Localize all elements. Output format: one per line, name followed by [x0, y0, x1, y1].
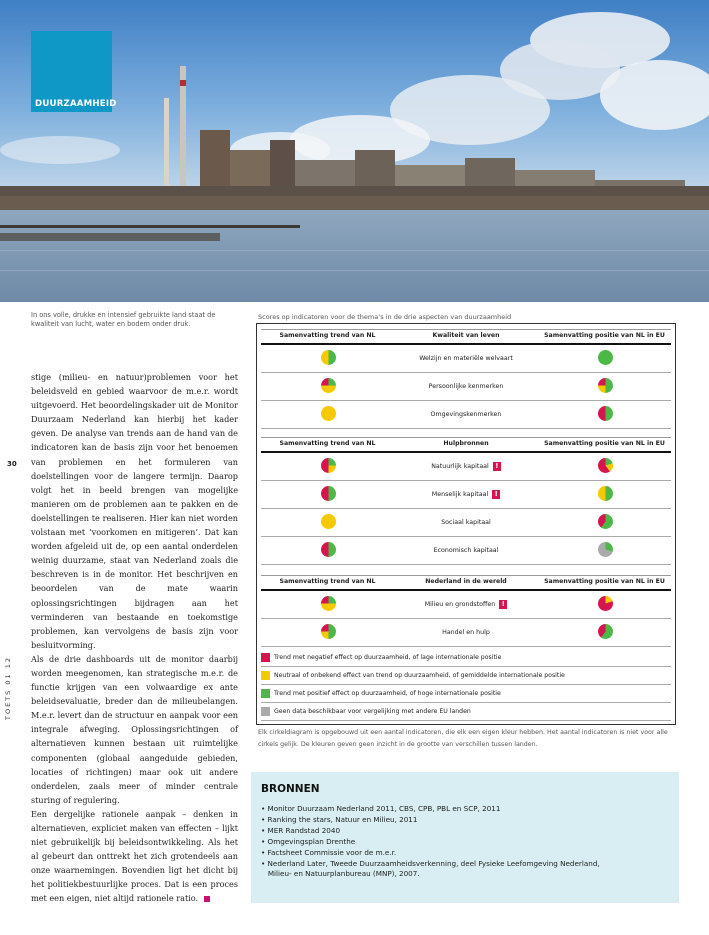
dashboard-1 — [261, 329, 671, 429]
indicator-row — [261, 345, 671, 373]
paragraph — [31, 807, 238, 906]
sources-title: BRONNEN — [261, 783, 320, 795]
position-cell — [538, 591, 671, 618]
position-cell — [538, 509, 671, 536]
indicator-row — [261, 537, 671, 565]
indicator-label: Persoonlijke kenmerken — [428, 383, 504, 390]
indicator-row — [261, 591, 671, 619]
source-item: • Nederland Later, Tweede Duurzaamheidsverkenning, deel Fysieke Leefomgeving Nederland, — [261, 859, 671, 870]
dashboard-header — [261, 437, 671, 453]
trend-pie — [321, 486, 336, 501]
dashboard-header — [261, 329, 671, 345]
theme-header: Hulpbronnen — [443, 440, 489, 447]
indicator-label-cell — [397, 591, 535, 618]
indicator-label: Menselijk kapitaal — [431, 491, 489, 498]
position-cell — [538, 481, 671, 508]
position-pie — [598, 406, 613, 421]
indicator-label: Natuurlijk kapitaal — [431, 463, 489, 470]
legend-item — [261, 649, 671, 667]
legend-label: Neutraal of onbekend effect van trend op duurzaamheid, of gemiddelde internationale positie — [274, 672, 565, 679]
position-column-header: Samenvatting positie van NL in EU — [544, 440, 665, 447]
legend-label: Trend met positief effect op duurzaamheid, of hoge internationale positie — [274, 690, 501, 697]
trend-cell — [261, 509, 394, 536]
indicator-label: Omgevingskenmerken — [430, 411, 502, 418]
trend-pie — [321, 406, 336, 421]
position-cell — [538, 401, 671, 428]
warning-flag-icon: ! — [492, 490, 500, 499]
running-head — [4, 640, 14, 720]
legend-label: Trend met negatief effect op duurzaamheid, of lage internationale positie — [274, 654, 502, 661]
indicator-label-cell — [397, 537, 535, 564]
position-pie — [598, 486, 613, 501]
position-pie — [598, 350, 613, 365]
indicator-label-cell — [397, 401, 535, 428]
page-number: 30 — [7, 460, 17, 468]
position-pie — [598, 542, 613, 557]
indicator-row — [261, 453, 671, 481]
position-cell — [538, 345, 671, 372]
indicator-label-cell — [397, 509, 535, 536]
theme-header: Kwaliteit van leven — [432, 332, 500, 339]
dashboard-3 — [261, 575, 671, 647]
indicator-row — [261, 373, 671, 401]
paragraph: stige (milieu- en natuur)problemen voor het beleidsveld en gebied waarvoor de m.e.r. wordt uitgevoerd. Het beoordelingskader uit de Monitor Duurzaam Nederland kan hierbij het kader geven. De analyse van trends aan de hand van de indicatoren kan de basis zijn voor het benoemen van problemen en het formuleren van doelstellingen voor de langere termijn. Daarop volgt het in beeld brengen van mogelijke manieren om de problemen aan te pakken en de doelstellingen te realiseren. Hier kan niet worden volstaan met ‘voorkomen en mitigeren’. Dat kan worden afgeleid uit de, op een aantal onderdelen weinig duurzame, staat van Nederland zoals die beschreven is in de monitor. Het beschrijven en beoordelen van de mate waarin oplossingsrichtingen bijdragen aan het verminderen van bestaande en toekomstige problemen, kan vervolgens de basis zijn voor besluitvorming. — [31, 372, 238, 650]
legend-swatch — [261, 671, 270, 680]
indicator-label-cell — [397, 373, 535, 400]
position-pie — [598, 596, 613, 611]
trend-cell — [261, 345, 394, 372]
legend-swatch — [261, 707, 270, 716]
section-tag — [31, 31, 117, 112]
trend-pie — [321, 378, 336, 393]
indicator-label: Welzijn en materiële welvaart — [419, 355, 513, 362]
trend-column-header: Samenvatting trend van NL — [279, 332, 376, 339]
warning-flag-icon: ! — [493, 462, 501, 471]
paragraph: Als de drie dashboards uit de monitor daarbij worden meegenomen, kan strategische m.e.r. de functie krijgen van een volwaardige ex ante beleidsevaluatie, breder dan de milieubelangen. M.e.r. levert dan de structuur en aanpak voor een integrale afweging. Oplossingsrichtingen of alternatieven kunnen bestaan uit ruimtelijke componenten (globaal aangeduide gebieden, locaties of richtingen) maar ook uit andere onderdelen, zaals meer of minder centrale sturing of regulering. — [31, 653, 238, 805]
position-pie — [598, 514, 613, 529]
dashboard-figure — [256, 323, 676, 725]
position-cell — [538, 453, 671, 480]
source-item-continuation: Milieu- en Natuurplanbureau (MNP), 2007. — [267, 869, 420, 879]
trend-cell — [261, 537, 394, 564]
end-of-article-mark — [204, 896, 210, 902]
legend-item — [261, 685, 671, 703]
indicator-label-cell — [397, 345, 535, 372]
legend-swatch — [261, 689, 270, 698]
source-item: • Monitor Duurzaam Nederland 2011, CBS, CPB, PBL en SCP, 2011 — [261, 804, 671, 815]
sources-box — [251, 772, 679, 903]
position-cell — [538, 373, 671, 400]
trend-cell — [261, 591, 394, 618]
indicator-label: Handel en hulp — [442, 629, 490, 636]
position-column-header: Samenvatting positie van NL in EU — [544, 578, 665, 585]
trend-cell — [261, 481, 394, 508]
indicator-label: Sociaal kapitaal — [441, 519, 491, 526]
trend-pie — [321, 542, 336, 557]
trend-cell — [261, 619, 394, 646]
position-column-header: Samenvatting positie van NL in EU — [544, 332, 665, 339]
figure-note: Elk cirkeldiagram is opgebouwd uit een aantal indicatoren, die elk een eigen kleur hebben. Het aantal indicatoren is niet voor alle cirkels gelijk. De kleuren geven geen inzicht in de grootte van verschillen tussen landen. — [258, 729, 668, 748]
photo-caption: In ons volle, drukke en intensief gebruikte land staat de kwaliteit van lucht, water en bodem onder druk. — [31, 311, 216, 328]
position-cell — [538, 537, 671, 564]
legend-item — [261, 667, 671, 685]
trend-column-header: Samenvatting trend van NL — [279, 578, 376, 585]
warning-flag-icon: ! — [499, 600, 507, 609]
indicator-label-cell — [397, 481, 535, 508]
sources-list — [261, 804, 671, 880]
position-pie — [598, 458, 613, 473]
indicator-label: Milieu en grondstoffen — [424, 601, 496, 608]
indicator-label: Economisch kapitaal — [433, 547, 499, 554]
section-label: DUURZAAMHEID — [35, 99, 117, 109]
legend-item — [261, 703, 671, 721]
dashboard-header — [261, 575, 671, 591]
source-item: • Ranking the stars, Natuur en Milieu, 2011 — [261, 815, 671, 826]
theme-header: Nederland in de wereld — [425, 578, 507, 585]
trend-cell — [261, 373, 394, 400]
indicator-label-cell — [397, 453, 535, 480]
article-body — [31, 370, 238, 906]
trend-pie — [321, 514, 336, 529]
indicator-row — [261, 619, 671, 647]
trend-pie — [321, 350, 336, 365]
source-item: • MER Randstad 2040 — [261, 826, 671, 837]
trend-column-header: Samenvatting trend van NL — [279, 440, 376, 447]
trend-cell — [261, 453, 394, 480]
source-item: • Omgevingsplan Drenthe — [261, 837, 671, 848]
trend-cell — [261, 401, 394, 428]
paragraph-text: Een dergelijke rationele aanpak – denken in alternatieven, expliciet maken van effecten – lijkt niet gebruikelijk bij beleidsontwikkeling. Als het al gebeurt dan onttrekt het zich grotendeels aan onze waarnemingen. Bovendien ligt het dicht bij het politiekbestuurlijke proces. Dat is een proces met een eigen, niet altijd rationele ratio. — [31, 808, 238, 904]
trend-pie — [321, 596, 336, 611]
source-item: • Factsheet Commissie voor de m.e.r. — [261, 848, 671, 859]
running-head-text: TOETS 01 12 — [4, 656, 12, 720]
trend-pie — [321, 624, 336, 639]
indicator-row — [261, 509, 671, 537]
indicator-label-cell — [397, 619, 535, 646]
legend-swatch — [261, 653, 270, 662]
legend-label: Geen data beschikbaar voor vergelijking met andere EU landen — [274, 708, 471, 715]
position-pie — [598, 624, 613, 639]
position-cell — [538, 619, 671, 646]
indicator-row — [261, 401, 671, 429]
position-pie — [598, 378, 613, 393]
indicator-row — [261, 481, 671, 509]
dashboard-2 — [261, 437, 671, 565]
trend-pie — [321, 458, 336, 473]
figure-title: Scores op indicatoren voor de thema’s in de drie aspecten van duurzaamheid — [258, 313, 512, 321]
